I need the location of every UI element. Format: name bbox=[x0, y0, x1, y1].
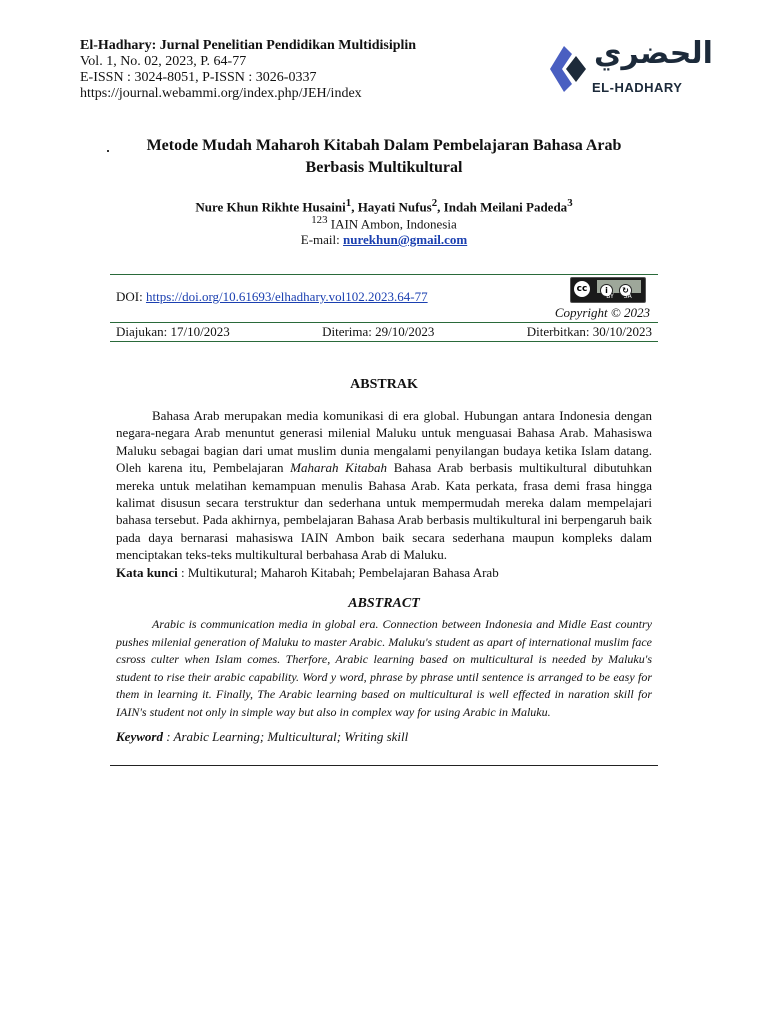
abstrak-body bbox=[116, 407, 652, 564]
by-icon: i bbox=[600, 284, 613, 297]
author-1: Nure Khun Rikhte Husaini bbox=[195, 199, 346, 215]
abstrak-text-b: Bahasa Arab berbasis multikultural dibutuhkan mereka untuk melatihan kemampuan menulis Bahasa Arab. Kata perkata, frasa demi frasa hingga kalimat disusun secara terstruktur dan sederhana untuk mempermudah mereka dalam mempelajari bahasa tersebut. Pada akhirnya, pembelajaran Bahasa Arab berbasis multikultural ini berpengaruh baik pada daya bernarasi mahasiswa IAIN Ambon baik secara sederhana maupun kompleks dalam menciptakan teks-teks multikultural berbahasa Arab di Maluku. bbox=[116, 460, 652, 563]
doi-link[interactable]: https://doi.org/10.61693/elhadhary.vol102.2023.64-77 bbox=[145, 289, 428, 304]
author-1-sup: 1 bbox=[345, 197, 352, 209]
author-3: , Indah Meilani Padeda bbox=[437, 199, 568, 215]
doi-label: DOI: bbox=[116, 289, 146, 304]
journal-volume: Vol. 1, No. 02, 2023, P. 64-77 bbox=[80, 54, 247, 69]
abstract-body: Arabic is communication media in global era. Connection between Indonesia and Midle East country pushes milenial generation of Maluku to master Arabic. Maluku's student as apart of international muslim face csross culter when Islam comes. Therfore, Arabic learning based on multicultural is needed by Maluku's student to rise their arabic capability. Word y word, phrase by phrase until sentence is arranged to be easy for them in learning it. Finally, The Arabic learning based on multicultural is well effected in naration skill for IAIN's student not only in simple way but also in complex way for using Arabic in Maluku. bbox=[116, 617, 652, 719]
keyword-text: : Arabic Learning; Multicultural; Writing skill bbox=[162, 729, 409, 744]
kata-kunci bbox=[116, 565, 652, 581]
journal-url: https://journal.webammi.org/index.php/JEH/index bbox=[80, 86, 362, 101]
author-3-sup: 3 bbox=[567, 197, 573, 209]
cc-license-badge[interactable] bbox=[570, 277, 646, 303]
kata-kunci-text: : Multikutural; Maharoh Kitabah; Pembelajaran Bahasa Arab bbox=[177, 565, 499, 580]
affiliation bbox=[110, 214, 658, 232]
date-published: Diterbitkan: 30/10/2023 bbox=[526, 324, 652, 339]
title-line-2: Berbasis Multikultural bbox=[305, 159, 463, 176]
keyword-line bbox=[116, 729, 652, 745]
cc-attribution-icons bbox=[597, 280, 641, 293]
paper-title bbox=[110, 135, 658, 179]
stray-dot bbox=[107, 150, 109, 152]
sa-icon: ↻ bbox=[619, 284, 632, 297]
date-submitted: Diajukan: 17/10/2023 bbox=[116, 324, 230, 339]
logo-arabic-text: الحضري bbox=[594, 36, 713, 71]
keyword-label: Keyword bbox=[116, 729, 163, 744]
authors bbox=[110, 197, 658, 215]
abstract-heading: ABSTRACT bbox=[348, 596, 420, 611]
journal-logo bbox=[546, 36, 713, 98]
author-2-sup: 2 bbox=[431, 197, 438, 209]
logo-mark-icon bbox=[546, 40, 592, 98]
email-label: E-mail: bbox=[300, 232, 344, 247]
cc-sa-label: SA bbox=[623, 293, 632, 300]
journal-issn: E-ISSN : 3024-8051, P-ISSN : 3026-0337 bbox=[80, 70, 317, 85]
journal-header bbox=[80, 38, 416, 102]
logo-text: EL-HADHARY bbox=[592, 80, 683, 95]
abstrak-text-italic: Maharah Kitabah bbox=[290, 460, 388, 476]
affiliation-text: IAIN Ambon, Indonesia bbox=[327, 216, 457, 232]
divider-dates bbox=[110, 341, 658, 342]
divider-bottom bbox=[110, 765, 658, 766]
kata-kunci-label: Kata kunci bbox=[116, 565, 178, 580]
date-accepted: Diterima: 29/10/2023 bbox=[322, 324, 435, 339]
title-line-1: Metode Mudah Maharoh Kitabah Dalam Pembelajaran Bahasa Arab bbox=[146, 137, 622, 154]
email-line bbox=[110, 232, 658, 248]
copyright: Copyright © 2023 bbox=[554, 305, 650, 320]
divider-top bbox=[110, 274, 658, 275]
dates-row bbox=[116, 324, 652, 340]
email-link[interactable]: nurekhun@gmail.com bbox=[343, 232, 468, 247]
cc-labels bbox=[597, 293, 641, 300]
divider-mid bbox=[110, 322, 658, 323]
cc-icon: cc bbox=[574, 281, 590, 297]
abstrak-heading: ABSTRAK bbox=[350, 377, 418, 392]
doi-line bbox=[116, 289, 428, 305]
cc-by-label: BY bbox=[606, 293, 614, 300]
journal-title: El-Hadhary: Jurnal Penelitian Pendidikan Multidisiplin bbox=[80, 38, 417, 53]
abstrak-text-a: Bahasa Arab merupakan media komunikasi di era global. Hubungan antara Indonesia dengan negara-negara Arab menuntut generasi milenial Maluku untuk menguasai Bahasa Arab. Mahasiswa Maluku sebagai bagian dari umat muslim dunia mengalami penyilangan budaya ketika Islam datang. Oleh karena itu, Pembelajaran bbox=[116, 408, 652, 476]
author-2: , Hayati Nufus bbox=[351, 199, 432, 215]
affiliation-sup: 123 bbox=[311, 214, 328, 226]
